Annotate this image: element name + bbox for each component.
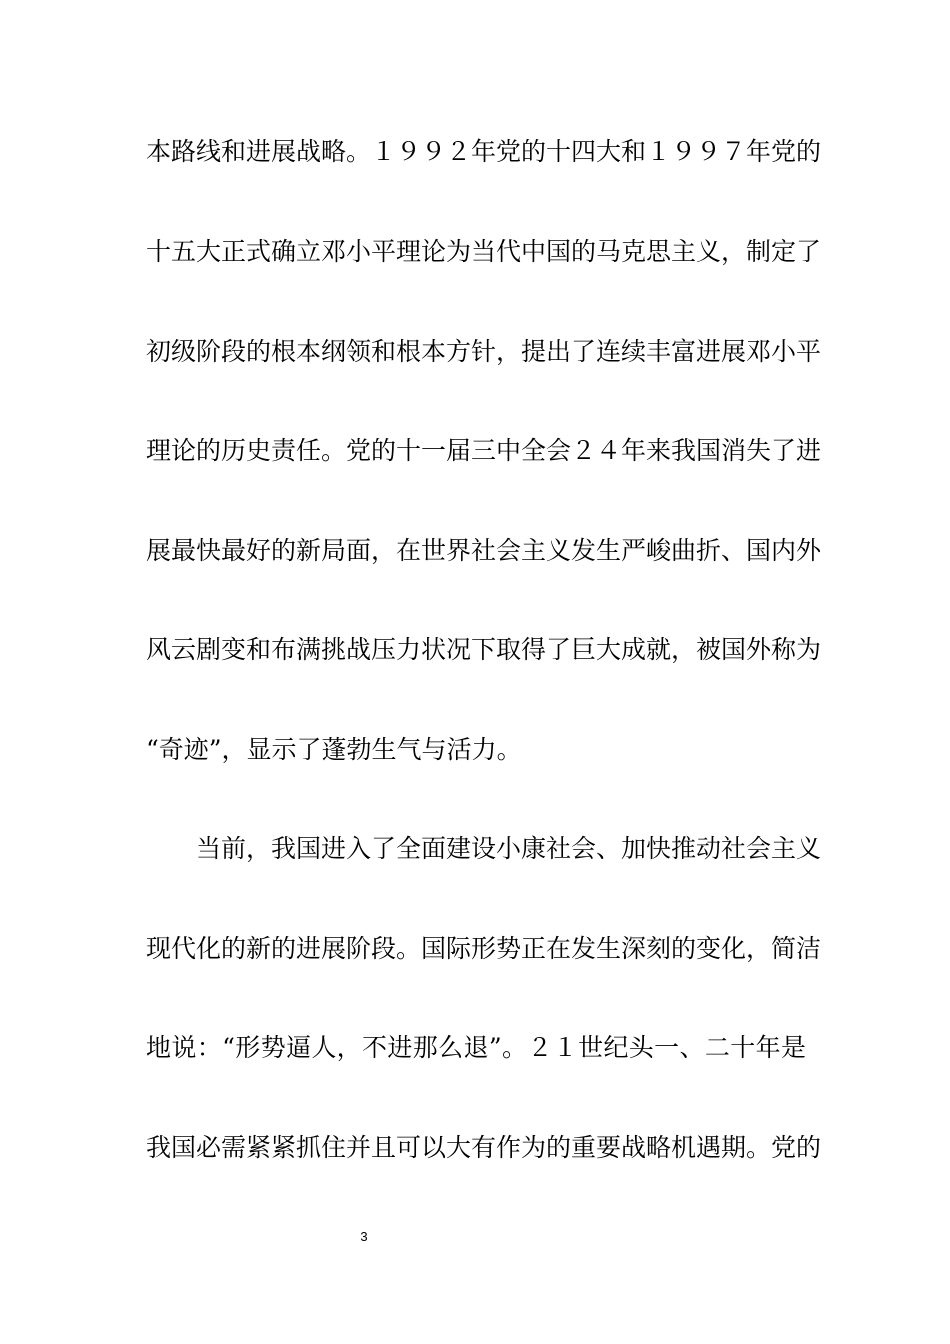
paragraph-line: 十五大正式确立邓小平理论为当代中国的马克思主义，制定了 [146, 237, 822, 266]
paragraph-line: 本路线和进展战略。１９９２年党的十四大和１９９７年党的 [146, 137, 822, 166]
paragraph-line: 展最快最好的新局面，在世界社会主义发生严峻曲折、国内外 [146, 536, 822, 565]
paragraph-line: 当前，我国进入了全面建设小康社会、加快推动社会主义 [196, 834, 822, 863]
paragraph-line: 我国必需紧紧抓住并且可以大有作为的重要战略机遇期。党的 [146, 1133, 822, 1162]
paragraph-line: “奇迹”，显示了蓬勃生气与活力。 [146, 735, 522, 764]
paragraph-line: 理论的历史责任。党的十一届三中全会２４年来我国消失了进 [146, 436, 822, 465]
page-number: 3 [360, 1229, 368, 1244]
paragraph-line: 风云剧变和布满挑战压力状况下取得了巨大成就，被国外称为 [146, 635, 822, 664]
paragraph-line: 初级阶段的根本纲领和根本方针，提出了连续丰富进展邓小平 [146, 337, 822, 366]
paragraph-line: 现代化的新的进展阶段。国际形势正在发生深刻的变化，简洁 [146, 934, 822, 963]
paragraph-line: 地说：“形势逼人，不进那么退”。２１世纪头一、二十年是 [146, 1033, 806, 1062]
